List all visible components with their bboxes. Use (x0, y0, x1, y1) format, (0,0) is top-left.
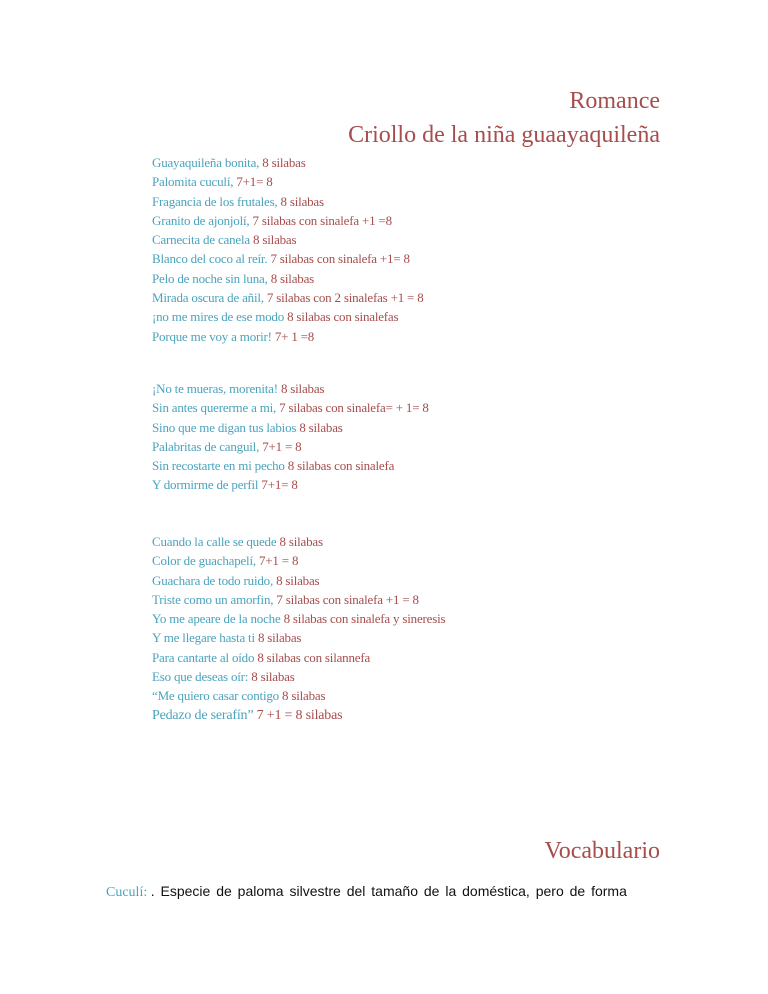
syllable-count: 7 silabas con 2 sinalefas +1 = 8 (266, 290, 424, 306)
verse-text: Pelo de noche sin luna, (152, 270, 271, 286)
poem-subtitle: Criollo de la niña guaayaquileña (348, 122, 660, 148)
verse-line (152, 153, 424, 172)
verse-text: Sin antes quererme a mi, (152, 400, 280, 416)
verse-line (152, 327, 424, 346)
verse-line (152, 398, 429, 417)
verse-text: Triste como un amorfin, (152, 591, 277, 607)
verse-line (152, 172, 424, 191)
verse-line (152, 379, 429, 398)
verse-text: Y dormirme de perfil (152, 477, 262, 493)
verse-text: Eso que deseas oír: (152, 669, 252, 685)
syllable-count: 7+ 1 =8 (274, 328, 315, 344)
verse-text: Pedazo de serafín” (152, 707, 257, 723)
verse-text: Blanco del coco al reír. (152, 251, 271, 267)
verse-line (152, 456, 429, 475)
syllable-count: 8 silabas con sinalefa y sineresis (283, 611, 446, 627)
verse-text: ¡no me mires de ese modo (152, 309, 288, 325)
vocabulary-definition: . Especie de paloma silvestre del tamaño de la doméstica, pero de forma (150, 883, 627, 899)
verse-text: Carnecita de canela (152, 232, 254, 248)
syllable-count: 7 silabas con sinalefa= + 1= 8 (279, 400, 429, 416)
verse-text: “Me quiero casar contigo (152, 688, 283, 704)
verse-line (152, 590, 445, 609)
syllable-count: 8 silabas (262, 155, 306, 170)
verse-line (152, 307, 424, 326)
syllable-count: 8 silabas con sinalefa (287, 458, 395, 474)
verse-line (152, 609, 445, 628)
syllable-count: 7+1 = 8 (259, 553, 299, 569)
verse-line (152, 269, 424, 288)
stanza-1 (152, 153, 424, 346)
verse-text: Y me llegare hasta ti (152, 630, 258, 646)
verse-text: Fragancia de los frutales, (152, 193, 281, 209)
verse-line (152, 628, 445, 647)
verse-line (152, 648, 445, 667)
verse-line (152, 475, 429, 494)
syllable-count: 8 silabas (276, 572, 320, 588)
verse-text: Cuando la calle se quede (152, 534, 280, 549)
syllable-count: 7 +1 = 8 silabas (256, 707, 343, 723)
verse-line (152, 418, 429, 437)
verse-line (152, 437, 429, 456)
syllable-count: 7 silabas con sinalefa +1= 8 (270, 251, 410, 267)
vocabulary-heading: Vocabulario (544, 838, 660, 864)
verse-line (152, 211, 424, 230)
verse-text: Sin recostarte en mi pecho (152, 458, 288, 474)
verse-line (152, 667, 445, 686)
syllable-count: 7 silabas con sinalefa +1 =8 (252, 212, 392, 228)
verse-text: ¡No te mueras, morenita! (152, 381, 281, 396)
syllable-count: 8 silabas (299, 419, 343, 435)
syllable-count: 7 silabas con sinalefa +1 = 8 (276, 591, 419, 607)
syllable-count: 8 silabas con sinalefas (287, 309, 399, 325)
syllable-count: 8 silabas (270, 270, 315, 286)
syllable-count: 8 silabas (257, 630, 302, 646)
stanza-2 (152, 379, 429, 495)
verse-line (152, 551, 445, 570)
verse-text: Porque me voy a morir! (152, 328, 275, 344)
syllable-count: 7+1= 8 (261, 477, 298, 493)
verse-line (152, 230, 424, 249)
verse-line (152, 571, 445, 590)
syllable-count: 8 silabas (279, 534, 323, 549)
verse-line (152, 249, 424, 268)
verse-text: Guayaquileña bonita, (152, 155, 263, 170)
verse-line (152, 192, 424, 211)
verse-text: Color de guachapelí, (152, 553, 259, 569)
verse-line (152, 706, 445, 725)
verse-line (152, 532, 445, 551)
verse-text: Para cantarte al oído (152, 649, 258, 665)
verse-text: Mirada oscura de añil, (152, 290, 267, 306)
stanza-3 (152, 532, 445, 725)
verse-line (152, 288, 424, 307)
syllable-count: 8 silabas (251, 669, 295, 685)
poem-title-romance: Romance (569, 88, 660, 114)
syllable-count: 8 silabas (282, 688, 326, 704)
verse-text: Guachara de todo ruido, (152, 572, 277, 588)
verse-text: Palabritas de canguil, (152, 438, 263, 454)
syllable-count: 7+1= 8 (236, 174, 273, 190)
vocabulary-term: Cuculí: (106, 885, 151, 900)
syllable-count: 8 silabas (280, 193, 324, 209)
verse-line (152, 686, 445, 705)
verse-text: Granito de ajonjolí, (152, 212, 253, 228)
verse-text: Palomita cuculí, (152, 174, 237, 190)
syllable-count: 8 silabas (280, 381, 325, 396)
verse-text: Sino que me digan tus labios (152, 419, 300, 435)
syllable-count: 7+1 = 8 (262, 438, 302, 454)
syllable-count: 8 silabas con silannefa (257, 649, 371, 665)
vocabulary-entry (106, 883, 627, 901)
syllable-count: 8 silabas (253, 232, 297, 248)
verse-text: Yo me apeare de la noche (152, 611, 284, 627)
